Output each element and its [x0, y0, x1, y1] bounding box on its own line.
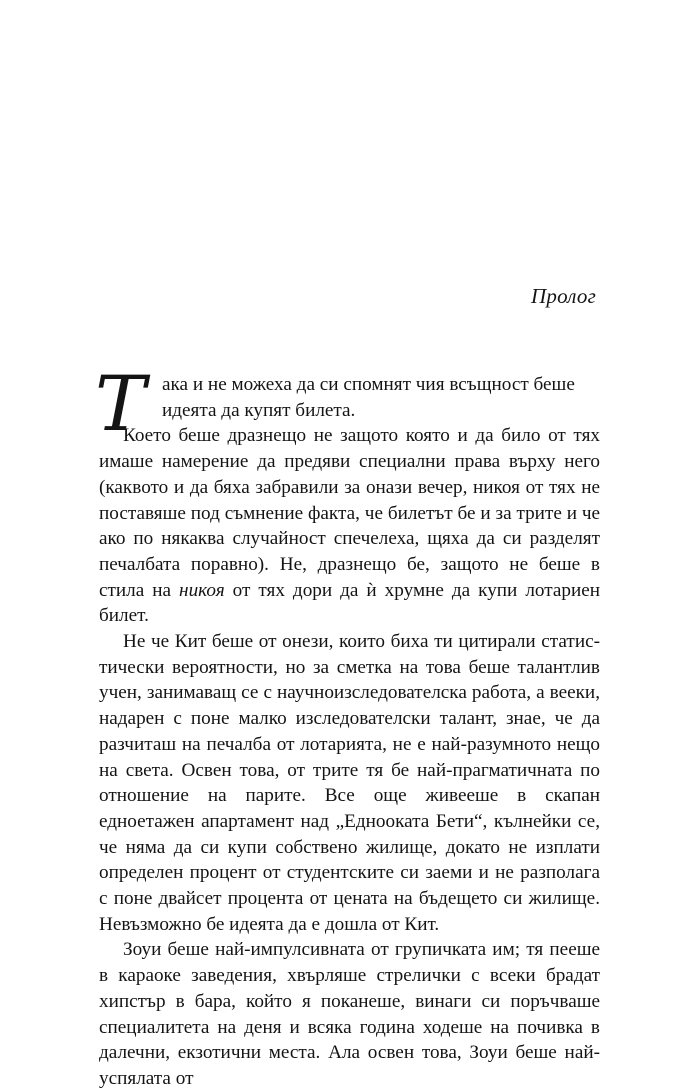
- paragraph-2-emphasis: никоя: [179, 579, 225, 601]
- paragraph-1-line-2: идеята да купят билета.: [162, 399, 356, 421]
- body-text: [95, 359, 601, 1092]
- paragraph-2-tail: от тях дори да ѝ хрумне да купи лотариен билет.: [99, 579, 601, 627]
- paragraph-3: Не че Кит беше от онези, които биха ти цитирали статистически вероятности, но за сметка на това беше талантлив учен, занимаващ се с научноизследователска работа, а вееки, надарен с поне малко изследователски талант, знае, че да разчиташ на печалба от лотарията, не е най-разумното нещо на света. Освен това, от трите тя бе най-прагматичната по отношение на парите. Все още живееше в скапан едноетажен апартамент над „Еднооката Бети“, кълнейки се, че няма да си купи собствено жилище, докато не изплати определен процент от студентските си заеми и не разполага с поне двайсет процента от цената на бъдещето си жилище. Невъзможно бе идеята да е дошла от Кит.: [99, 631, 600, 935]
- paragraph-2-text: Което беше дразнещо не защото която и да било от тях имаше намерение да предяви специални права върху него (каквото и да бяха забравили за онази вечер, никоя от тях не поставяше под съмнение факта, че билетът бе и за трите и че ако по някаква случайност спечелеха, щяха да си разделят печалбата поравно). Не, дразнещо бе, защото не беше в стила на: [99, 425, 600, 601]
- paragraph-2: [99, 423, 600, 629]
- paragraph-1: [95, 359, 600, 448]
- paragraph-1-line-1: ака и не можеха да си спомнят чия всъщност беше: [162, 374, 575, 395]
- paragraph-4: Зоуи беше най-импулсивната от групичката им; тя пееше в караоке заведения, хвърляше стрелички с всеки брадат хипстър в бара, който я поканеше, винаги си поръчваше специалитета на деня и всяка година ходеше на почивка в далечни, екзотични места. Ала освен това, Зоуи беше най-успялата от: [99, 939, 600, 1089]
- drop-cap-letter: Т: [95, 359, 146, 448]
- chapter-title: Пролог: [531, 284, 596, 308]
